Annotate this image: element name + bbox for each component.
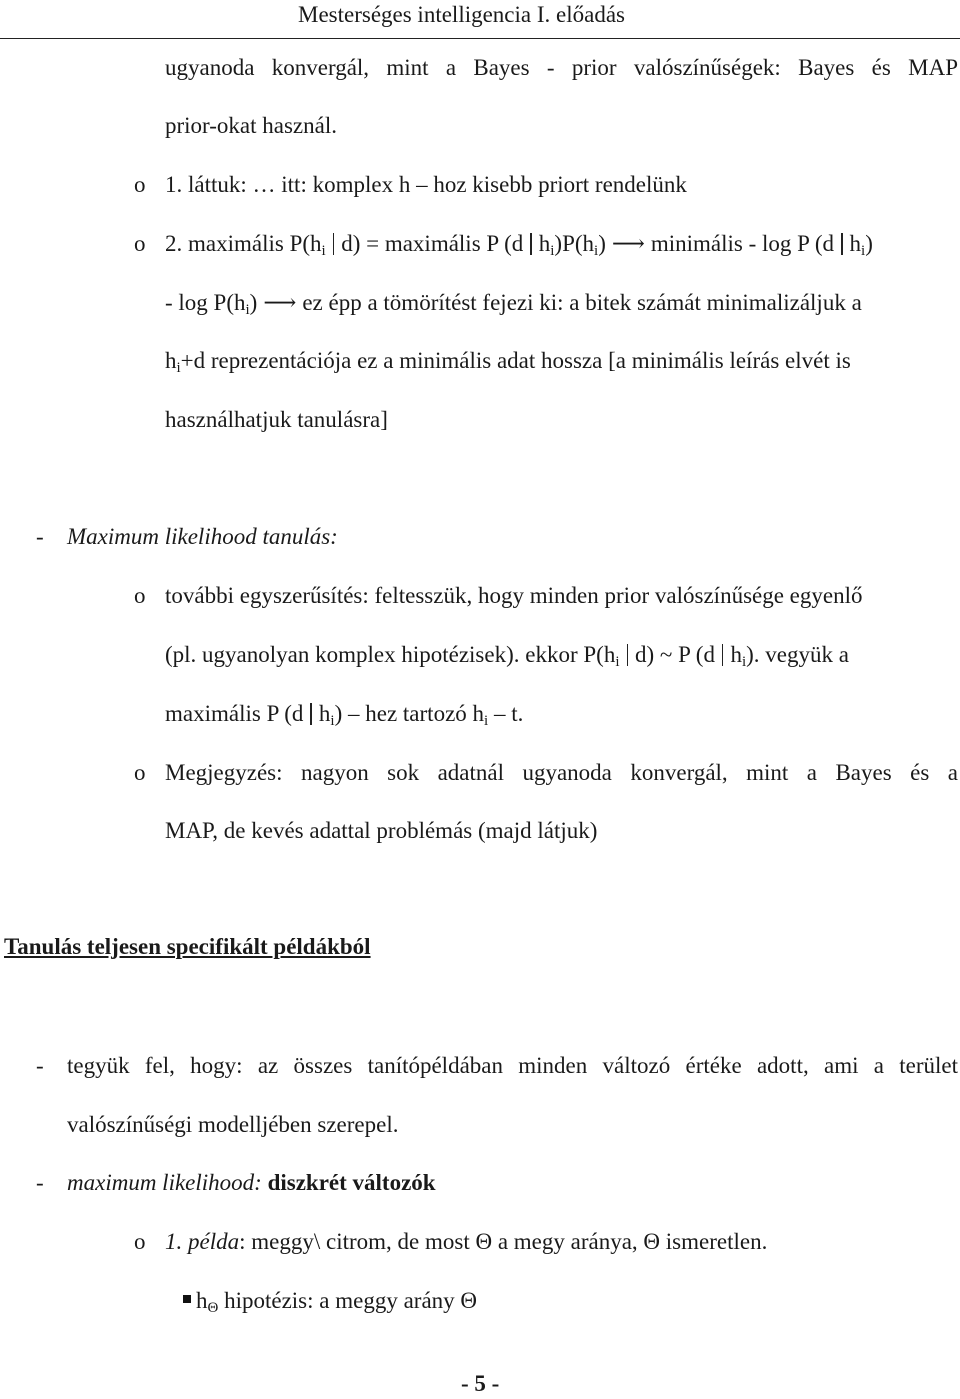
square-bullet-icon xyxy=(183,1295,191,1303)
formula-line: 2. maximális $P(h_i$ d) = maximális P (d $h_i)P(h_i)$ ⟶ minimális - log P (d $h_i$) xyxy=(165,231,873,259)
paragraph-line: valószínűségi modelljében szerepel. xyxy=(67,1112,399,1137)
bullet-marker: o xyxy=(134,231,146,256)
paragraph-line: MAP, de kevés adattal problémás (majd látjuk) xyxy=(165,818,598,843)
section-subtitle: Maximum likelihood tanulás: xyxy=(67,524,338,549)
right-arrow-icon: ⟶ xyxy=(263,290,297,315)
list-item: tegyük fel, hogy: az összes tanítópéldában minden változó értéke adott, ami a terület xyxy=(67,1053,958,1078)
formula-line: maximális P (d $h_i$) – hez tartozó $h_i$ – t. xyxy=(165,701,524,729)
given-bar xyxy=(310,703,312,725)
bullet-marker: o xyxy=(134,1229,146,1254)
page-number: - 5 - xyxy=(461,1371,500,1396)
page-header xyxy=(0,0,960,39)
paragraph-line: prior-okat használ. xyxy=(165,113,337,138)
given-bar xyxy=(841,233,843,255)
formula-line: - $\log P(h_i)$ ⟶ ez épp a tömörítést fejezi ki: a bitek számát minimalizáljuk a xyxy=(165,290,862,318)
given-bar xyxy=(722,644,724,666)
header-title: Mesterséges intelligencia I. előadás xyxy=(298,2,625,27)
dash-marker: - xyxy=(36,524,44,549)
given-bar xyxy=(333,233,335,255)
list-item: Megjegyzés: nagyon sok adatnál ugyanoda konvergál, mint a Bayes és a xyxy=(165,760,958,785)
list-item: $h_\Theta$ hipotézis: a meggy arány Θ xyxy=(196,1288,478,1316)
right-arrow-icon: ⟶ xyxy=(611,231,645,256)
paragraph-line: ugyanoda konvergál, mint a Bayes - prior valószínűségek: Bayes és MAP xyxy=(165,55,958,80)
bullet-marker: o xyxy=(134,760,146,785)
bullet-marker: o xyxy=(134,172,146,197)
given-bar xyxy=(627,644,629,666)
section-heading: Tanulás teljesen specifikált példákból xyxy=(4,934,371,959)
dash-marker: - xyxy=(36,1170,44,1195)
formula-line: $h_i+d$ reprezentációja ez a minimális adat hossza [a minimális leírás elvét is xyxy=(165,348,851,376)
dash-marker: - xyxy=(36,1053,44,1078)
list-item: 1. láttuk: … itt: komplex h – hoz kisebb priort rendelünk xyxy=(165,172,687,197)
formula-line: (pl. ugyanolyan komplex hipotézisek). ekkor $P(h_i$ d) ~ P (d $h_i$). vegyük a xyxy=(165,642,849,670)
list-item: további egyszerűsítés: feltesszük, hogy minden prior valószínűsége egyenlő xyxy=(165,583,863,608)
paragraph-line: használhatjuk tanulásra] xyxy=(165,407,388,432)
bullet-marker: o xyxy=(134,583,146,608)
list-item: maximum likelihood: diszkrét változók xyxy=(67,1170,436,1195)
given-bar xyxy=(530,233,532,255)
list-item: 1. példa: meggy\ citrom, de most Θ a megy aránya, Θ ismeretlen. xyxy=(165,1229,768,1254)
